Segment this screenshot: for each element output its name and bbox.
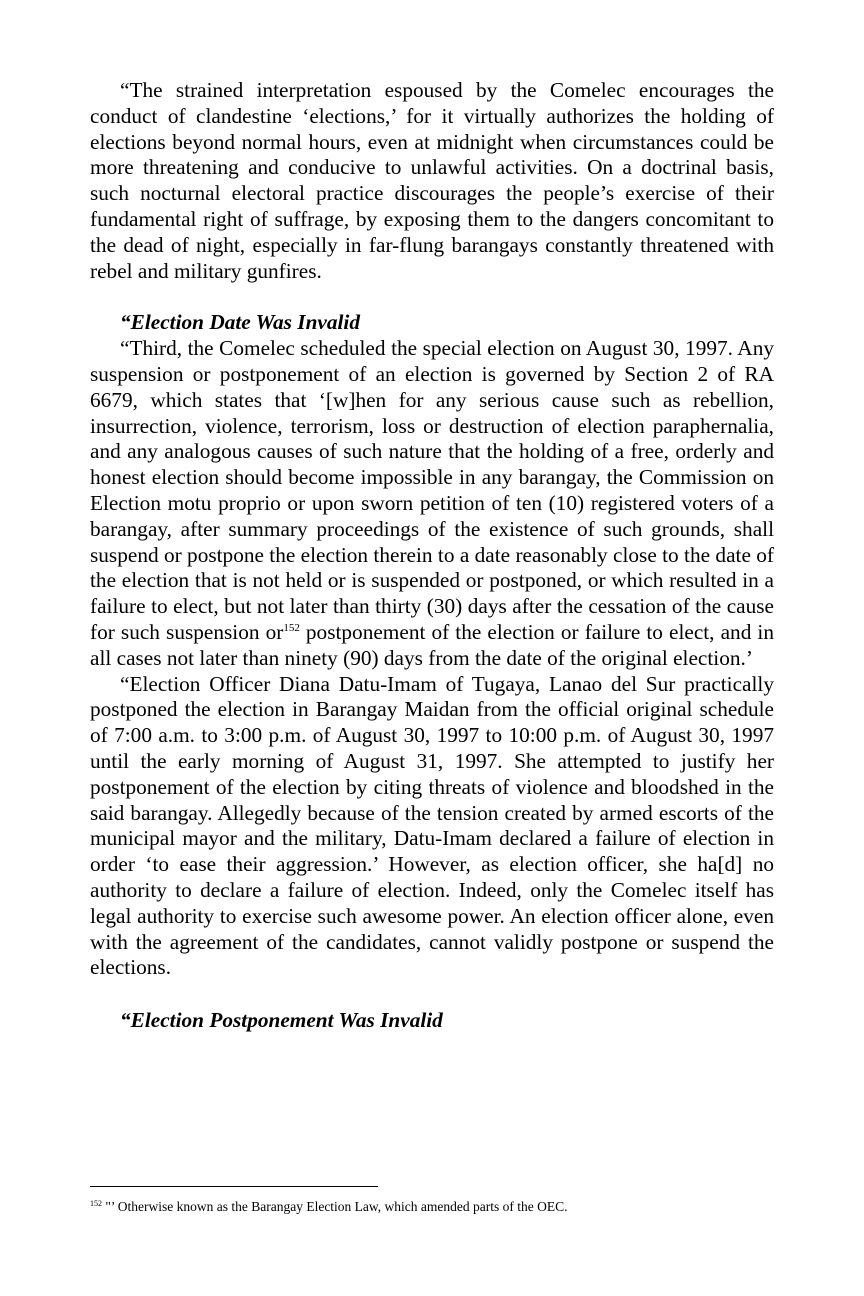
footnote-reference[interactable]: 152 [283,621,300,634]
paragraph-text-continued: postponement of the election or failure to elect, and in all cases not later than ninety (90) days from the date of the original election.’ [90,619,774,670]
section-heading-postponement: “Election Postponement Was Invalid [120,1008,443,1033]
paragraph-spacer [90,284,774,310]
paragraph-text: “Third, the Comelec scheduled the special election on August 30, 1997. Any suspension or postponement of an election is governed by Section 2 of RA 6679, which states that ‘[w]hen for any serious cause such as rebellion, insurrection, violence, terrorism, loss or destruction of election paraphernalia, and any analogous causes of such nature that the holding of a free, orderly and honest election should become impossible in any barangay, the Commission on Election motu proprio or upon sworn petition of ten (10) registered voters of a barangay, after summary proceedings of the existence of such grounds, shall suspend or postpone the election therein to a date reasonably close to the date of the election that is not held or is suspended or postponed, or which resulted in a failure to elect, but not later than thirty (30) days after the cessation of the cause for such suspension or [90,336,774,644]
quoted-paragraph-third [90,336,774,671]
document-page [90,78,774,1034]
footnote-number: 152 [90,1199,102,1208]
footnote-separator [90,1186,378,1187]
footnote-text: "’ Otherwise known as the Barangay Election Law, which amended parts of the OEC. [102,1199,568,1214]
quoted-paragraph-interpretation: “The strained interpretation espoused by the Comelec encourages the conduct of clandestine ‘elections,’ for it virtually authorizes the holding of elections beyond normal hours, even at midnight when circumstances could be more threatening and conducive to unlawful activities. On a doctrinal basis, such nocturnal electoral practice discourages the people’s exercise of their fundamental right of suffrage, by exposing them to the dangers concomitant to the dead of night, especially in far-flung barangays constantly threatened with rebel and military gunfires. [90,78,774,283]
quoted-paragraph-election-officer: “Election Officer Diana Datu-Imam of Tugaya, Lanao del Sur practically postponed the election in Barangay Maidan from the official original schedule of 7:00 a.m. to 3:00 p.m. of August 30, 1997 to 10:00 p.m. of August 30, 1997 until the early morning of August 31, 1997. She attempted to justify her postponement of the election by citing threats of violence and bloodshed in the said barangay. Allegedly because of the tension created by armed escorts of the municipal mayor and the military, Datu-Imam declared a failure of election in order ‘to ease their aggression.’ However, as election officer, she ha[d] no authority to declare a failure of election. Indeed, only the Comelec itself has legal authority to exercise such awesome power. An election officer alone, even with the agreement of the candidates, cannot validly postpone or suspend the elections. [90,671,774,980]
paragraph-spacer [90,981,774,1008]
footnote [90,1198,774,1216]
section-heading-election-date: “Election Date Was Invalid [120,310,360,335]
